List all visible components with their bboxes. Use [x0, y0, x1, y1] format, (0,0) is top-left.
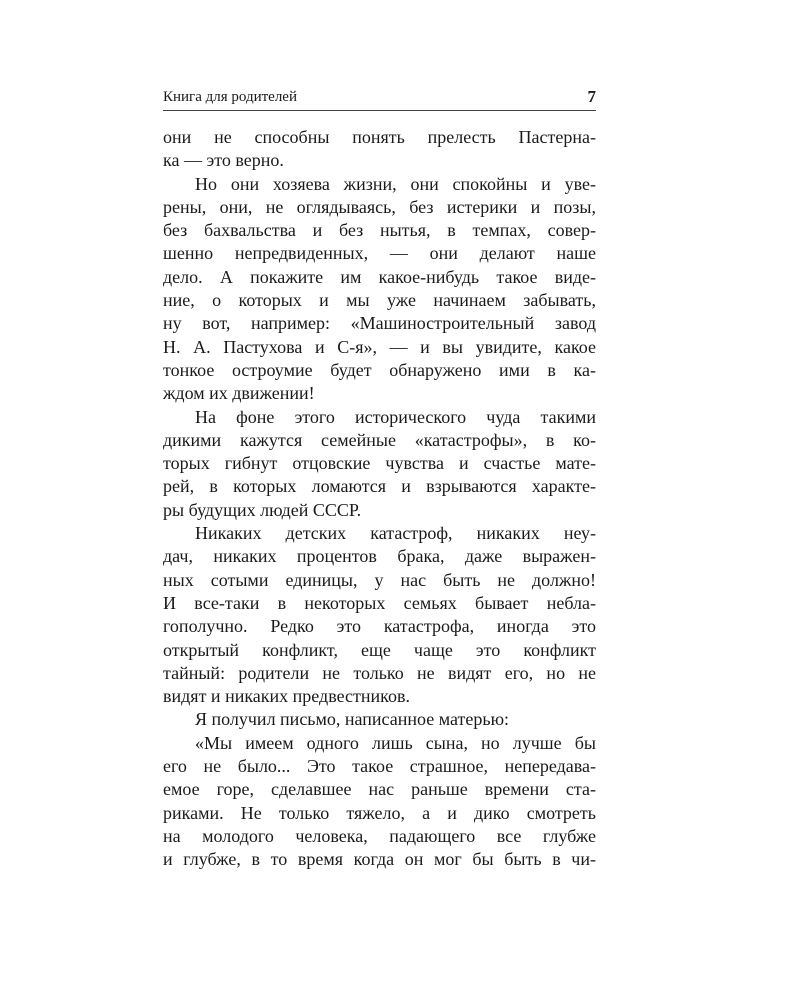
- text-line: они не способны понять прелесть Пастерна-: [163, 127, 596, 147]
- text-line: На фоне этого исторического чуда такими: [195, 406, 596, 427]
- text-line: И все-таки в некоторых семьях бывает небла-: [163, 592, 596, 613]
- text-line: Но они хозяева жизни, они спокойны и уве-: [195, 173, 596, 194]
- text-line: риками. Не только тяжело, а и дико смотреть: [163, 802, 596, 823]
- page-body-text: [163, 126, 596, 872]
- text-line: на молодого человека, падающего все глубже: [163, 825, 596, 846]
- text-line: без бахвальства и без нытья, в темпах, совер-: [163, 220, 596, 241]
- text-line: ну вот, например: «Машиностроительный завод: [163, 313, 596, 334]
- text-line: емое горе, сделавшее нас раньше времени ста-: [163, 779, 596, 800]
- text-line: гополучно. Редко это катастрофа, иногда это: [163, 616, 596, 637]
- text-line: дикими кажутся семейные «катастрофы», в ко-: [163, 429, 596, 450]
- page-number: 7: [587, 87, 596, 106]
- text-line: видят и никаких предвестников.: [163, 686, 410, 707]
- text-line: рены, они, не оглядываясь, без истерики и позы,: [163, 196, 596, 217]
- text-line: торых гибнут отцовские чувства и счастье мате-: [163, 453, 596, 474]
- text-line: рей, в которых ломаются и взрываются характе-: [163, 476, 596, 497]
- text-line: его не было... Это такое страшное, непередава-: [163, 756, 596, 777]
- text-line: дач, никаких процентов брака, даже выражен-: [163, 546, 596, 567]
- text-line: тайный: родители не только не видят его, но не: [163, 662, 596, 683]
- text-line: ных сотыми единицы, у нас быть не должно!: [163, 569, 596, 590]
- text-line: тонкое остроумие будет обнаружено ими в ка-: [163, 359, 596, 380]
- text-line: дело. А покажите им какое-нибудь такое виде-: [163, 266, 596, 287]
- text-line: ние, о которых и мы уже начинаем забывать,: [163, 290, 596, 311]
- text-line: Никаких детских катастроф, никаких неу-: [195, 523, 596, 544]
- text-line: Н. А. Пастухова и С-я», — и вы увидите, какое: [163, 336, 596, 357]
- text-line: Я получил письмо, написанное матерью:: [195, 709, 510, 730]
- text-line: ждом их движении!: [163, 383, 315, 404]
- text-line: шенно непредвиденных, — они делают наше: [163, 243, 596, 264]
- book-title: Книга для родителей: [163, 89, 297, 105]
- text-line: ка — это верно.: [163, 150, 284, 171]
- text-line: открытый конфликт, еще чаще это конфликт: [163, 639, 596, 660]
- running-header: [163, 86, 596, 111]
- text-line: «Мы имеем одного лишь сына, но лучше бы: [195, 732, 596, 753]
- text-line: ры будущих людей СССР.: [163, 499, 362, 520]
- text-line: и глубже, в то время когда он мог бы быть в чи-: [163, 849, 596, 870]
